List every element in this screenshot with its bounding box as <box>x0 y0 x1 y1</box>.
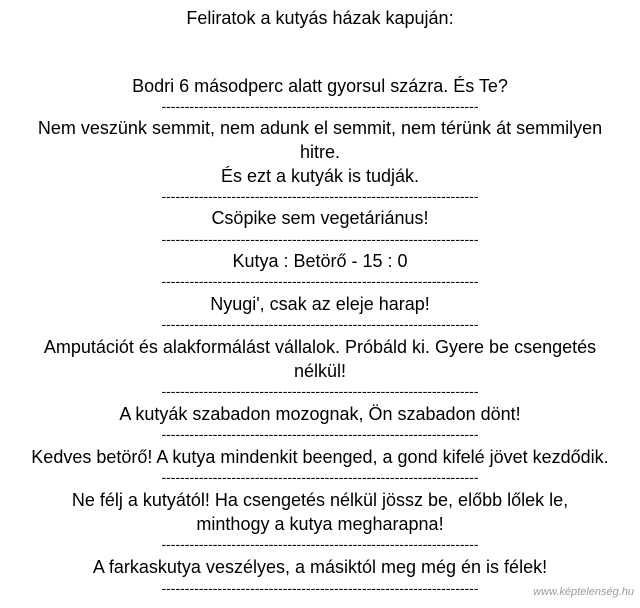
separator: -------------------------------------------------------------------- <box>161 100 479 112</box>
separator: -------------------------------------------------------------------- <box>161 471 479 483</box>
inscription-line: nélkül! <box>293 361 347 381</box>
inscription-line: Ne félj a kutyától! Ha csengetés nélkül jössz be, előbb lőlek le, <box>71 490 569 510</box>
separator: -------------------------------------------------------------------- <box>161 318 479 330</box>
separator: -------------------------------------------------------------------- <box>161 275 479 287</box>
inscription-line: Csöpike sem vegetáriánus! <box>211 208 429 228</box>
inscription-line: minthogy a kutya megharapna! <box>196 514 444 534</box>
inscription-line: A kutyák szabadon mozognak, Ön szabadon dönt! <box>119 404 521 424</box>
separator: -------------------------------------------------------------------- <box>161 538 479 550</box>
inscription-line: Bodri 6 másodperc alatt gyorsul százra. És Te? <box>132 76 508 96</box>
separator: -------------------------------------------------------------------- <box>161 385 479 397</box>
inscription-line: Kutya : Betörő - 15 : 0 <box>232 251 408 271</box>
inscription-line: hitre. <box>299 142 341 162</box>
inscription-line: Nem veszünk semmit, nem adunk el semmit, nem térünk át semmilyen <box>37 118 603 138</box>
separator: -------------------------------------------------------------------- <box>161 582 479 594</box>
watermark: www.képtelenség.hu <box>533 586 634 598</box>
separator: -------------------------------------------------------------------- <box>161 233 479 245</box>
inscription-line: Kedves betörő! A kutya mindenkit beenged, a gond kifelé jövet kezdődik. <box>31 447 609 467</box>
separator: -------------------------------------------------------------------- <box>161 428 479 440</box>
inscription-line: Amputációt és alakformálást vállalok. Próbáld ki. Gyere be csengetés <box>43 337 597 357</box>
page-title: Feliratok a kutyás házak kapuján: <box>186 8 454 28</box>
inscription-line: És ezt a kutyák is tudják. <box>220 166 420 186</box>
inscription-line: Nyugi', csak az eleje harap! <box>210 294 430 314</box>
inscription-line: A farkaskutya veszélyes, a másiktól meg még én is félek! <box>92 557 548 577</box>
separator: -------------------------------------------------------------------- <box>161 190 479 202</box>
